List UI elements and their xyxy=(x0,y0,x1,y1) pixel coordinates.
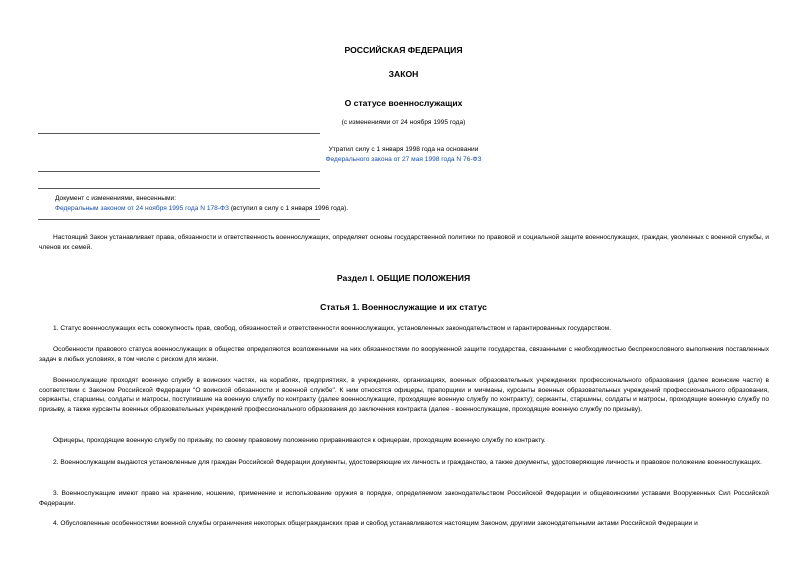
article-title: Статья 1. Военнослужащие и их статус xyxy=(320,302,487,312)
article-paragraph: Военнослужащие проходят военную службу в воинских частях, на кораблях, предприятиях, в учреждениях, организациях, военных образовательных учреждениях профессионального образования (далее воинские части) в соответствии с Законом Российской Федерации "О воинской обязанности и военной службе". К ним относятся офицеры, прапорщики и мичманы, курсанты военных образовательных учреждений профессионального образования, сержанты, старшины, солдаты и матросы, поступившие на военную службу по контракту (далее военнослужащие, проходящие военную службу по контракту); сержанты, старшины, солдаты и матросы, проходящие военную службу по призыву, а также курсанты военных образовательных учреждений профессионального образования до заключения контракта (далее - военнослужащие, проходящие военную службу по призыву). xyxy=(39,377,769,413)
article-paragraph: 2. Военнослужащим выдаются установленные для граждан Российской Федерации документы, удостоверяющие их личность и гражданство, а также документы, удостоверяющие личность и правовое положение военнослужащих. xyxy=(53,459,762,466)
amendments-note: (с изменениями от 24 ноября 1995 года) xyxy=(341,119,466,126)
article-paragraph: 4. Обусловленные особенностями военной службы ограничения некоторых общегражданских прав и свобод устанавливаются настоящим Законом, другими законодательными актами Российской Федерации и xyxy=(53,520,698,527)
divider xyxy=(38,188,320,189)
divider xyxy=(38,171,320,172)
changes-tail: (вступил в силу с 1 января 1996 года). xyxy=(229,205,349,212)
section-title: Раздел I. ОБЩИЕ ПОЛОЖЕНИЯ xyxy=(336,273,471,283)
article-paragraph: Офицеры, проходящие военную службу по призыву, по своему правовому положению приравниваются к офицерам, проходящим военную службу по контракту. xyxy=(53,437,546,444)
expired-law-link[interactable]: Федерального закона от 27 мая 1998 года N 76-ФЗ xyxy=(325,156,482,163)
article-paragraph: 1. Статус военнослужащих есть совокупность прав, свобод, обязанностей и ответственности военнослужащих, установленных законодательством и гарантированных государством. xyxy=(53,325,612,332)
expired-note: Утратил силу с 1 января 1998 года на основании xyxy=(328,146,479,153)
changes-line xyxy=(55,204,348,214)
changes-note: Документ с изменениями, внесенными: xyxy=(55,195,177,202)
divider xyxy=(38,219,320,220)
country-heading: РОССИЙСКАЯ ФЕДЕРАЦИЯ xyxy=(344,45,463,55)
preamble-paragraph: Настоящий Закон устанавливает права, обязанности и ответственность военнослужащих, определяет основы государственной политики по правовой и социальной защите военнослужащих, граждан, уволенных с военной службы, и членов их семей. xyxy=(39,234,769,251)
law-title: О статусе военнослужащих xyxy=(344,98,463,108)
divider xyxy=(38,133,320,134)
amending-law-link[interactable]: Федеральным законом от 24 ноября 1995 года N 178-ФЗ xyxy=(55,205,230,212)
article-paragraph: Особенности правового статуса военнослужащих в обществе определяются возложенными на них обязанностями по вооруженной защите государства, связанными с необходимостью беспрекословного выполнения поставленных задач в любых условиях, в том числе с риском для жизни. xyxy=(39,346,769,363)
article-paragraph: 3. Военнослужащие имеют право на хранение, ношение, применение и использование оружия в порядке, определяемом законодательством Российской Федерации и общевоинскими уставами Вооруженных Сил Российской Федерации. xyxy=(39,490,769,507)
doc-type-heading: ЗАКОН xyxy=(388,69,419,79)
